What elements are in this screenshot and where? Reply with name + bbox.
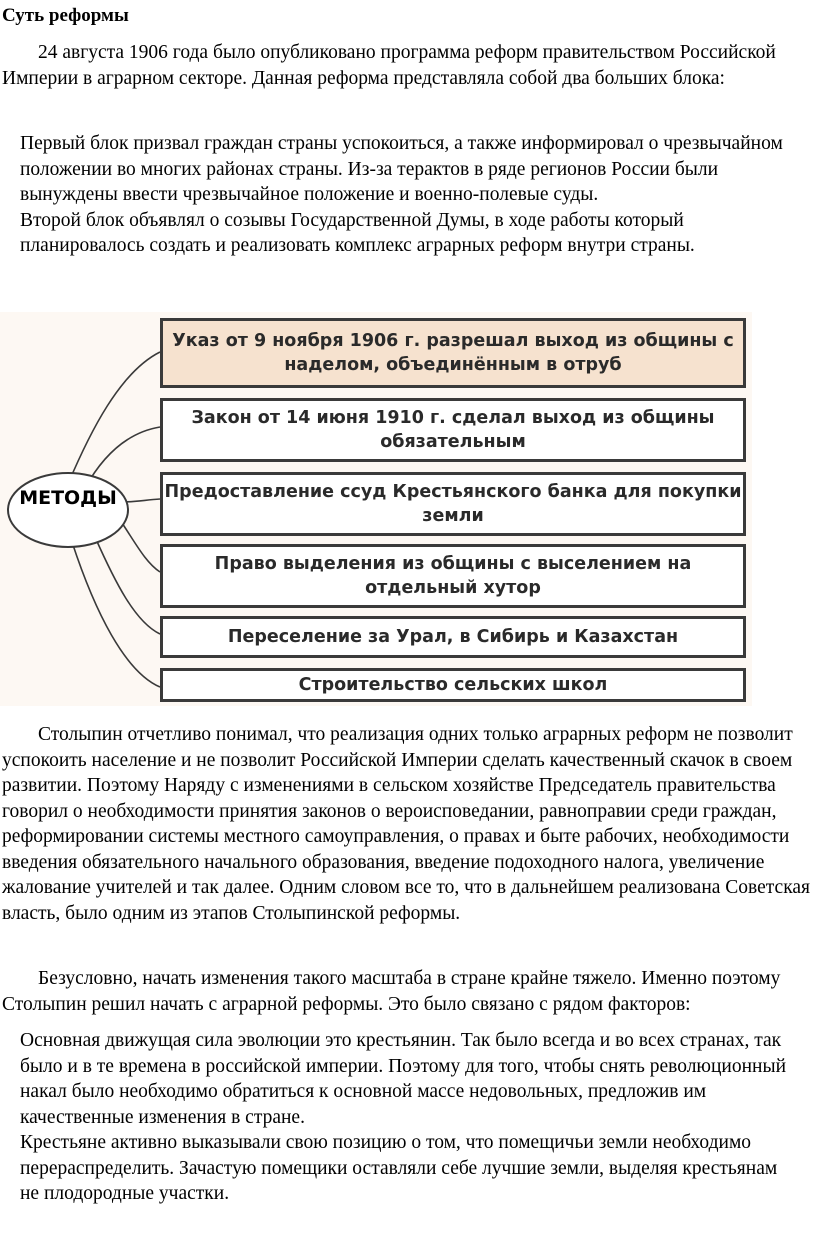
connector-4	[120, 520, 160, 572]
method-box-4	[160, 544, 746, 608]
method-text-6: Строительство сельских школ	[298, 675, 608, 695]
second-block-text: Второй блок объявлял о созывы Государственной Думы, в ходе работы который планировалось создать и реализовать комплекс аграрных реформ внутри страны.	[20, 209, 695, 256]
method-text-3: Предоставление ссуд Крестьянского банка для покупки земли	[164, 482, 742, 526]
method-box-5	[160, 616, 746, 658]
method-text-4: Право выделения из общины с выселением на отдельный хутор	[214, 554, 692, 598]
factors-intro-paragraph: Безусловно, начать изменения такого масштаба в стране крайне тяжело. Именно поэтому Столыпин решил начать с аграрной реформы. Это было связано с рядом факторов:	[2, 968, 781, 1015]
stolypin-paragraph: Столыпин отчетливо понимал, что реализация одних только аграрных реформ не позволит успокоить население и не позволит Российской Империи сделать качественный скачок в своем развитии. Поэтому Наряду с изменениями в сельском хозяйстве Председатель правительства говорил о необходимости принятия законов о вероисповедании, равноправии среди граждан, реформировании системы местного самоуправления, о правах и быте рабочих, необходимости введения обязательного начального образования, введение подоходного налога, увеличение жалование учителей и так далее. Одним словом все то, что в дальнейшем реализована Советская власть, было одним из этапов Столыпинской реформы.	[2, 724, 811, 924]
factor-peasants-text: Основная движущая сила эволюции это крестьянин. Так было всегда и во всех странах, так было и в те времена в российской империи. Поэтому для того, чтобы снять революционный накал было необходимо обратиться к основной массе недовольных, предложив им качественные изменения в стране.	[20, 1030, 787, 1128]
method-box-3	[160, 472, 746, 536]
section-title: Суть реформы	[2, 5, 129, 26]
factor-land-text: Крестьяне активно выказывали свою позицию о том, что помещичьи земли необходимо перераспределить. Зачастую помещики оставляли себе лучшие земли, выделяя крестьянам не плодородные участки.	[20, 1132, 778, 1204]
connector-6	[72, 542, 160, 687]
first-block-text: Первый блок призвал граждан страны успокоиться, а также информировал о чрезвычайном положении во многих районах страны. Из-за терактов в ряде регионов России были вынуждены ввести чрезвычайное положение и военно-полевые суды.	[20, 133, 783, 205]
method-box-6	[160, 668, 746, 702]
method-text-5: Переселение за Урал, в Сибирь и Казахстан	[227, 627, 679, 647]
methods-diagram	[0, 312, 752, 706]
intro-paragraph: 24 августа 1906 года было опубликовано программа реформ правительством Российской Империи в аграрном секторе. Данная реформа представляла собой два больших блока:	[2, 42, 776, 89]
factors-block	[20, 1028, 800, 1207]
method-text-1: Указ от 9 ноября 1906 г. разрешал выход из общины с наделом, объединённым в отруб	[172, 331, 734, 375]
connector-1	[68, 352, 160, 484]
methods-label: МЕТОДЫ	[19, 487, 117, 509]
connector-5	[95, 537, 160, 634]
method-box-2	[160, 398, 746, 462]
method-text-2: Закон от 14 июня 1910 г. сделал выход из общины обязательным	[191, 408, 715, 452]
reform-blocks	[20, 131, 800, 259]
method-box-1	[160, 318, 746, 388]
